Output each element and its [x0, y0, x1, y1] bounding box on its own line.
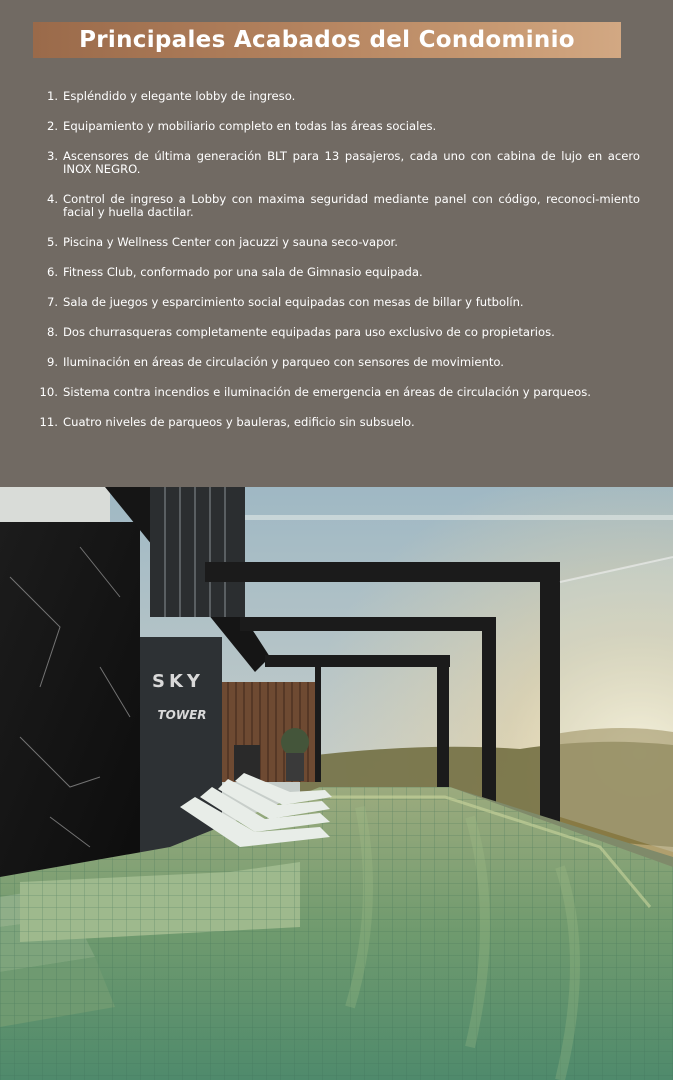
page-title: Principales Acabados del Condominio	[79, 27, 575, 53]
list-item	[36, 266, 640, 279]
item-number: 2.	[46, 119, 58, 133]
list-item	[36, 193, 640, 219]
item-number: 11.	[39, 415, 58, 429]
item-text: Sala de juegos y esparcimiento social equipadas con mesas de billar y futbolín.	[63, 295, 524, 309]
features-list	[36, 90, 640, 446]
list-item	[36, 150, 640, 176]
item-text: Cuatro niveles de parqueos y bauleras, edificio sin subsuelo.	[63, 415, 415, 429]
pool-rendering	[0, 487, 673, 1080]
item-text: Espléndido y elegante lobby de ingreso.	[63, 89, 296, 103]
item-number: 1.	[46, 89, 58, 103]
sign-line1: SKY	[152, 671, 204, 692]
item-number: 6.	[46, 265, 58, 279]
item-number: 9.	[46, 355, 58, 369]
item-number: 3.	[46, 149, 58, 163]
item-text: Sistema contra incendios e iluminación de emergencia en áreas de circulación y parqueos.	[63, 385, 591, 399]
item-number: 10.	[39, 385, 58, 399]
item-text: Control de ingreso a Lobby con maxima seguridad mediante panel con código, reconoci-miento facial y huella dactilar.	[63, 192, 640, 219]
plant	[281, 728, 309, 756]
list-item	[36, 296, 640, 309]
list-item	[36, 356, 640, 369]
title-banner	[33, 22, 621, 58]
item-text: Ascensores de última generación BLT para 13 pasajeros, cada uno con cabina de lujo en acero INOX NEGRO.	[63, 149, 640, 176]
list-item	[36, 90, 640, 103]
item-number: 7.	[46, 295, 58, 309]
item-text: Iluminación en áreas de circulación y parqueo con sensores de movimiento.	[63, 355, 504, 369]
item-text: Equipamiento y mobiliario completo en todas las áreas sociales.	[63, 119, 437, 133]
item-number: 8.	[46, 325, 58, 339]
item-text: Fitness Club, conformado por una sala de Gimnasio equipada.	[63, 265, 423, 279]
item-number: 5.	[46, 235, 58, 249]
list-item	[36, 236, 640, 249]
glass-rail-top	[245, 515, 673, 520]
item-text: Piscina y Wellness Center con jacuzzi y sauna seco-vapor.	[63, 235, 398, 249]
ceiling	[0, 487, 110, 527]
list-item	[36, 416, 640, 429]
glass-panel-right	[560, 557, 673, 852]
plant-pot	[286, 753, 304, 781]
item-number: 4.	[46, 192, 58, 206]
list-item	[36, 326, 640, 339]
list-item	[36, 386, 640, 399]
list-item	[36, 120, 640, 133]
pool-illustration	[0, 487, 673, 1080]
item-text: Dos churrasqueras completamente equipadas para uso exclusivo de co propietarios.	[63, 325, 555, 339]
sign-line2: TOWER	[157, 708, 207, 722]
